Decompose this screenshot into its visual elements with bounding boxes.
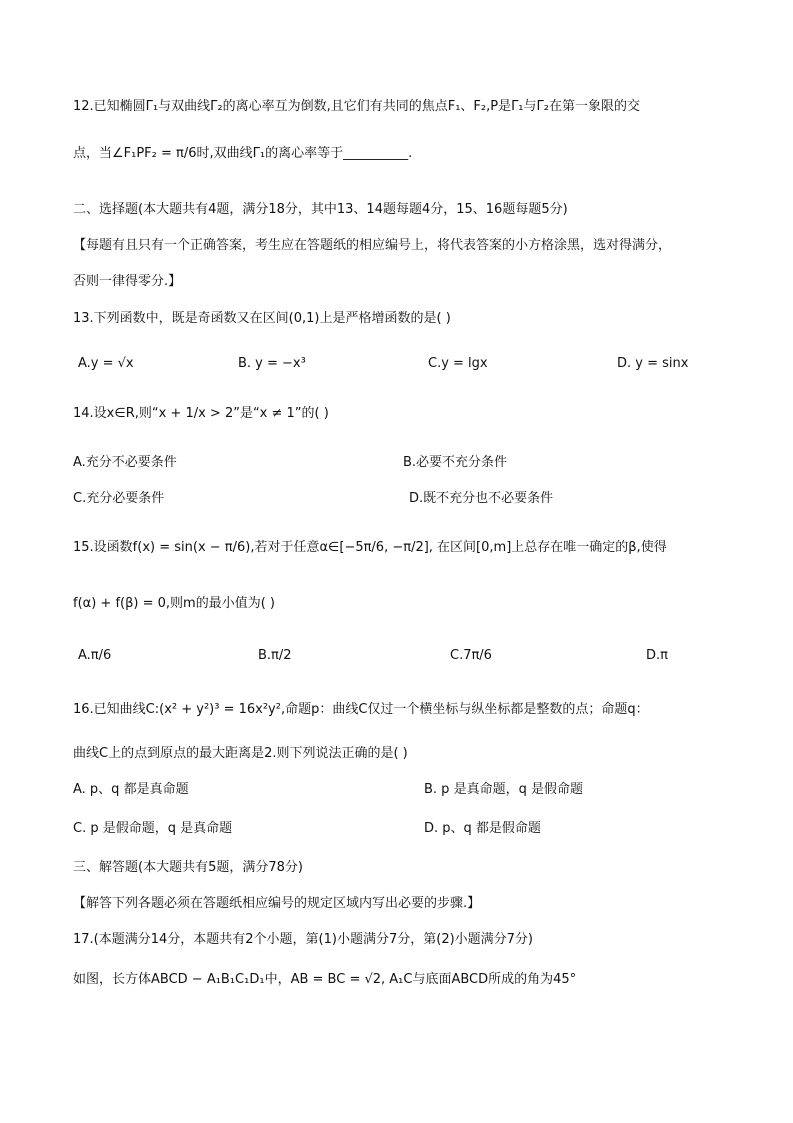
section3-heading: 三、解答题(本大题共有5题，满分78分)	[73, 860, 303, 875]
q14-option-a: A.充分不必要条件	[73, 455, 177, 470]
q16-option-d: D. p、q 都是假命题	[424, 821, 541, 836]
q13-stem: 13.下列函数中，既是奇函数又在区间(0,1)上是严格增函数的是( )	[73, 311, 451, 326]
q14-option-b: B.必要不充分条件	[403, 455, 508, 470]
q12-line2: 点，当∠F₁PF₂ = π/6时,双曲线Γ₁的离心率等于__________.	[73, 146, 413, 161]
q17-line1: 17.(本题满分14分，本题共有2个小题，第(1)小题满分7分，第(2)小题满分7分)	[73, 932, 534, 947]
q12-line1: 12.已知椭圆Γ₁与双曲线Γ₂的离心率互为倒数,且它们有共同的焦点F₁、F₂,P是Γ₁与Γ₂在第一象限的交	[73, 99, 640, 114]
q14-option-d: D.既不充分也不必要条件	[409, 491, 554, 506]
q15-option-a: A.π/6	[78, 648, 112, 663]
q15-option-b: B.π/2	[258, 648, 292, 663]
q17-line2: 如图，长方体ABCD − A₁B₁C₁D₁中，AB = BC = √2, A₁C与底面ABCD所成的角为45°	[73, 972, 577, 987]
section2-note-line2: 否则一律得零分.】	[73, 274, 182, 289]
section2-note-line1: 【每题有且只有一个正确答案，考生应在答题纸的相应编号上，将代表答案的小方格涂黑，选对得满分，	[73, 238, 672, 253]
q16-option-b: B. p 是真命题，q 是假命题	[424, 782, 583, 797]
q15-line1: 15.设函数f(x) = sin(x − π/6),若对于任意α∈[−5π/6, −π/2], 在区间[0,m]上总存在唯一确定的β,使得	[73, 540, 667, 555]
q16-option-a: A. p、q 都是真命题	[73, 782, 189, 797]
q15-option-d: D.π	[646, 648, 668, 663]
q15-line2: f(α) + f(β) = 0,则m的最小值为( )	[73, 596, 275, 611]
q13-option-b: B. y = −x³	[238, 356, 306, 371]
q13-option-c: C.y = lgx	[428, 356, 488, 371]
q14-option-c: C.充分必要条件	[73, 491, 165, 506]
q16-line1: 16.已知曲线C:(x² + y²)³ = 16x²y²,命题p：曲线C仅过一个横坐标与纵坐标都是整数的点；命题q：	[73, 702, 649, 717]
q14-stem: 14.设x∈R,则“x + 1/x > 2”是“x ≠ 1”的( )	[73, 406, 329, 421]
q13-option-a: A.y = √x	[78, 356, 134, 371]
q16-line2: 曲线C上的点到原点的最大距离是2.则下列说法正确的是( )	[73, 746, 408, 761]
q13-option-d: D. y = sinx	[617, 356, 689, 371]
q15-option-c: C.7π/6	[450, 648, 492, 663]
section2-heading: 二、选择题(本大题共有4题，满分18分，其中13、14题每题4分，15、16题每题5分)	[73, 202, 568, 217]
section3-note: 【解答下列各题必须在答题纸相应编号的规定区域内写出必要的步骤.】	[73, 896, 481, 911]
q16-option-c: C. p 是假命题，q 是真命题	[73, 821, 233, 836]
